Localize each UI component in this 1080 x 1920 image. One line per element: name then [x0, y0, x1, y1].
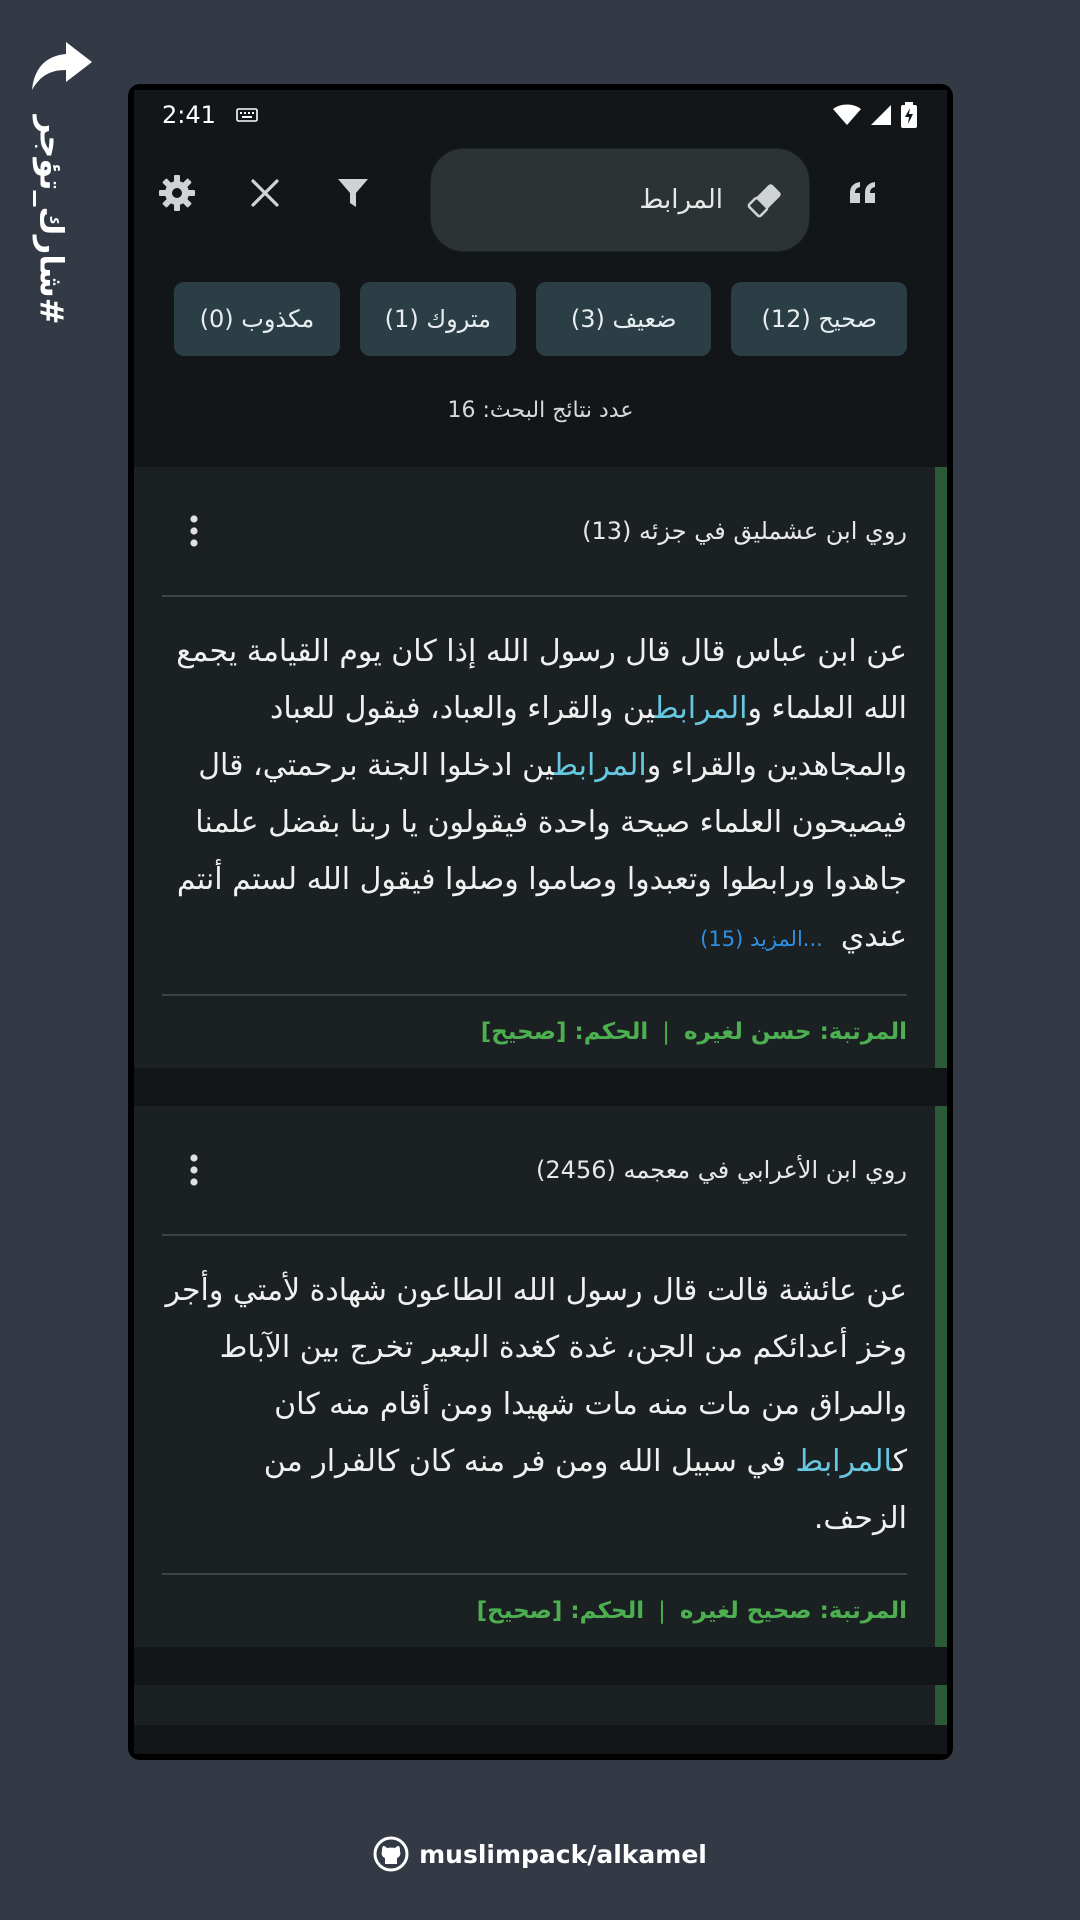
status-time: 2:41: [162, 101, 216, 129]
rank-value: حسن لغيره: [683, 1019, 812, 1045]
kebab-menu-icon[interactable]: [188, 514, 200, 548]
rank-label: المرتبة:: [819, 1019, 907, 1045]
status-bar: [134, 90, 947, 140]
text-segment: عن ابن عباس قال قال رسول الله إذا كان يوم القيامة يجمع الله العلماء و: [176, 634, 907, 726]
results-count: عدد نتائج البحث: 16: [447, 398, 634, 423]
hashtag-label: [22, 110, 82, 330]
search-highlight: المرابط: [654, 691, 748, 726]
chip-daif[interactable]: ضعيف (3): [536, 282, 712, 356]
repo-name[interactable]: muslimpack/alkamel: [419, 1839, 707, 1869]
share-arrow-icon: [28, 40, 94, 92]
quote-icon: [848, 181, 878, 205]
chip-sahih[interactable]: صحيح (12): [731, 282, 907, 356]
repo-footer: [0, 1836, 1080, 1872]
search-query: المرابط: [639, 185, 723, 215]
hadith-card[interactable]: [134, 1106, 947, 1647]
ruling-label: الحكم:: [574, 1019, 649, 1045]
filter-icon: [336, 176, 370, 210]
chip-makdhub[interactable]: مكذوب (0): [174, 282, 340, 356]
close-button[interactable]: [240, 168, 290, 218]
ruling-label: الحكم:: [570, 1598, 645, 1624]
chip-matruk[interactable]: متروك (1): [360, 282, 516, 356]
top-bar: [134, 140, 947, 270]
ruling-value: [صحيح]: [476, 1598, 563, 1624]
settings-gear-icon: [157, 173, 197, 213]
text-segment: في سبيل الله ومن فر منه كان كالفرار من الزحف.: [263, 1444, 907, 1536]
close-icon: [250, 178, 280, 208]
search-highlight: المرابط: [795, 1444, 893, 1479]
settings-button[interactable]: [152, 168, 202, 218]
card-text: [134, 1236, 935, 1573]
hadith-card[interactable]: [134, 467, 947, 1068]
filter-button[interactable]: [328, 168, 378, 218]
battery-icon: [901, 102, 917, 128]
card-text: [134, 597, 935, 994]
hashtag-text: #شارك_تؤجر: [33, 115, 71, 325]
card-gap: [134, 1647, 947, 1685]
quote-button[interactable]: [838, 168, 888, 218]
rank-label: المرتبة:: [819, 1598, 907, 1624]
eraser-icon[interactable]: [745, 182, 785, 218]
ruling-value: [صحيح]: [480, 1019, 567, 1045]
github-icon: [373, 1836, 409, 1872]
card-header: [134, 1106, 935, 1234]
text-segment: عن عائشة قالت قال رسول الله الطاعون شهادة لأمتي وأجر وخز أعدائكم من الجن، غدة كغدة البعير تخرج بين الآباط والمراق من مات منه مات شهيدا ومن أقام منه كان ك: [165, 1273, 907, 1479]
hadith-card-partial[interactable]: [134, 1685, 947, 1725]
text-segment: ين ادخلوا الجنة برحمتي، قال فيصيحون العلماء صيحة واحدة فيقولون يا ربنا بفضل علمنا جاهدوا ورابطوا وتعبدوا وصاموا وصلوا فيقول الله لستم أنتم عندي: [176, 748, 907, 954]
rank-value: صحيح لغيره: [679, 1598, 812, 1624]
card-grade: [134, 1575, 935, 1647]
card-source: روي ابن عشمليق في جزئه (13): [582, 517, 907, 545]
search-highlight: المرابط: [554, 748, 647, 783]
search-field[interactable]: [430, 148, 810, 252]
kebab-menu-icon[interactable]: [188, 1153, 200, 1187]
read-more-link[interactable]: ...المزيد (15): [700, 927, 823, 951]
signal-icon: [869, 104, 893, 126]
keyboard-icon: [236, 108, 258, 122]
card-grade: [134, 996, 935, 1068]
grade-separator: |: [662, 1019, 670, 1045]
card-header: [134, 467, 935, 595]
card-gap: [134, 1068, 947, 1106]
results-list: [134, 467, 947, 1725]
card-source: روي ابن الأعرابي في معجمه (2456): [536, 1156, 907, 1184]
phone-frame: [128, 84, 953, 1760]
grade-filter-chips: [134, 282, 947, 356]
grade-separator: |: [658, 1598, 666, 1624]
app-screen: [134, 90, 947, 1754]
wifi-icon: [833, 104, 861, 126]
text-segment: ين والقراء والعباد، فيقول للعباد والمجاهدين والقراء و: [269, 691, 907, 783]
